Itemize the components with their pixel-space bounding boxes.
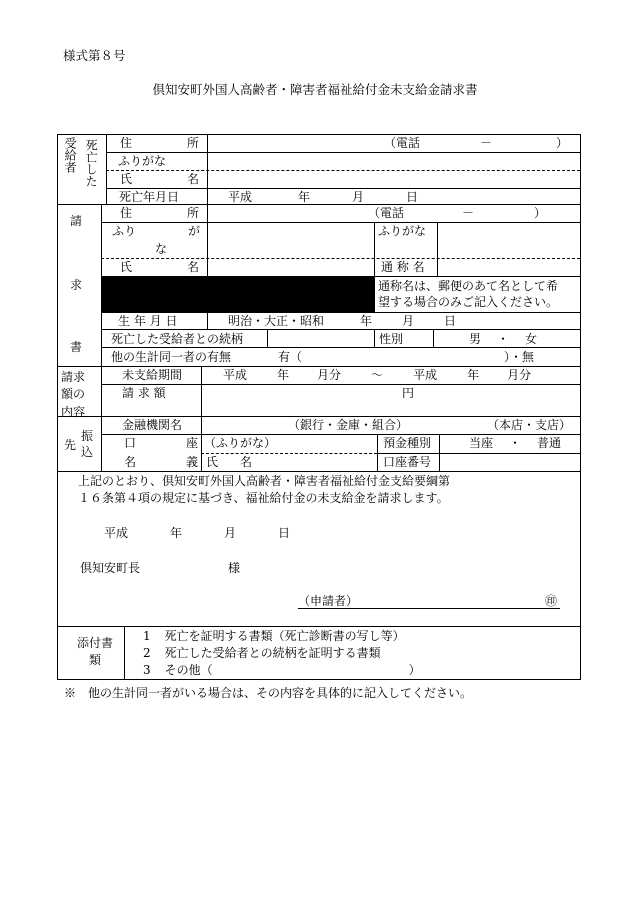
deceased-furigana-label: ふりがな <box>118 154 167 168</box>
claimant-label-3: 書 <box>70 340 83 354</box>
relation-label: 死亡した受給者との続柄 <box>111 332 244 346</box>
declaration-line2: １６条第４項の規定に基づき、福祉給付金の未支給金を請求します。 <box>78 491 449 505</box>
declaration-line1: 上記のとおり、倶知安町外国人高齢者・障害者福祉給付金支給要綱第 <box>78 474 451 488</box>
deposit-type-label: 預金種別 <box>383 436 432 450</box>
holder-label: 名 義 <box>124 455 199 469</box>
mayor-title: 倶知安町長 <box>80 561 141 575</box>
household-yes: 有（ <box>278 350 303 364</box>
claim-amount-label: 請 求 額 <box>122 386 166 400</box>
birth-date-fields: 明治・大正・昭和 年 月 日 <box>228 314 457 328</box>
alias-label: 通 称 名 <box>381 260 425 274</box>
claimant-address-label: 住 所 <box>120 206 200 220</box>
claimant-furigana-label: ふり が <box>112 224 201 238</box>
claimant-name-label: 氏 名 <box>120 260 200 274</box>
attachment-item-1: 1 死亡を証明する書類（死亡診断書の写し等） <box>143 629 405 643</box>
claimant-label-1: 請 <box>70 214 83 228</box>
alias-note-line1: 通称名は、郵便のあて名として希 <box>378 279 559 293</box>
amount-group-label: 請求 額の 内容 <box>61 370 86 419</box>
mayor-honorific: 様 <box>228 561 241 575</box>
deceased-phone: （電話 － ） <box>384 136 569 150</box>
claimant-phone: （電話 － ） <box>368 206 547 220</box>
branch-types: （本店・支店） <box>487 418 572 432</box>
claimant-label-2: 求 <box>70 278 83 292</box>
household-no: ）・無 <box>504 350 535 364</box>
form-number: 様式第８号 <box>63 48 126 63</box>
deceased-name-label: 氏 名 <box>120 172 200 186</box>
bank-label-a: 振 <box>81 429 94 443</box>
alias-note-line2: 望する場合のみご記入ください。 <box>378 295 559 309</box>
holder-furigana: （ふりがな） <box>204 436 277 450</box>
deceased-label-died: 死亡した <box>84 139 99 187</box>
attachment-item-3: 3 その他（ ） <box>143 663 421 677</box>
deceased-label-recipient: 受給者 <box>63 137 78 173</box>
deceased-address-label: 住 所 <box>120 136 200 150</box>
yen-unit: 円 <box>402 386 415 400</box>
death-date-fields: 平成 年 月 日 <box>228 190 419 204</box>
death-date-label: 死亡年月日 <box>119 190 180 204</box>
attachments-label: 添付書 類 <box>76 636 113 667</box>
deposit-type-options: 当座 ・ 普通 <box>469 436 562 450</box>
alias-furigana-label: ふりがな <box>378 224 427 238</box>
sex-label: 性別 <box>379 332 404 346</box>
declaration-date: 平成 年 月 日 <box>104 526 291 540</box>
unpaid-period-label: 未支給期間 <box>122 368 183 382</box>
footnote: ※ 他の生計同一者がいる場合は、その内容を具体的に記入してください。 <box>64 686 473 700</box>
unpaid-period-fields: 平成 年 月分 ～ 平成 年 月分 <box>223 368 532 382</box>
institution-label: 金融機関名 <box>122 418 183 432</box>
redaction-block <box>102 277 374 312</box>
sex-options: 男 ・ 女 <box>469 332 538 346</box>
account-number-label: 口座番号 <box>383 455 432 469</box>
holder-name-label: 氏 名 <box>206 455 253 469</box>
seal-mark: ㊞ <box>545 594 558 608</box>
form-title: 倶知安町外国人高齢者・障害者福祉給付金未支給金請求書 <box>152 82 478 97</box>
birth-date-label: 生 年 月 日 <box>118 314 178 328</box>
bank-label-b: 込 <box>81 445 94 459</box>
attachment-item-2: 2 死亡した受給者との続柄を証明する書類 <box>143 646 381 660</box>
claimant-furigana-na: な <box>155 242 168 256</box>
account-label: 口 座 <box>124 436 199 450</box>
bank-label-c: 先 <box>64 438 77 452</box>
applicant-label: （申請者） <box>298 594 359 608</box>
institution-types: （銀行・金庫・組合） <box>288 418 409 432</box>
household-label: 他の生計同一者の有無 <box>111 350 232 364</box>
